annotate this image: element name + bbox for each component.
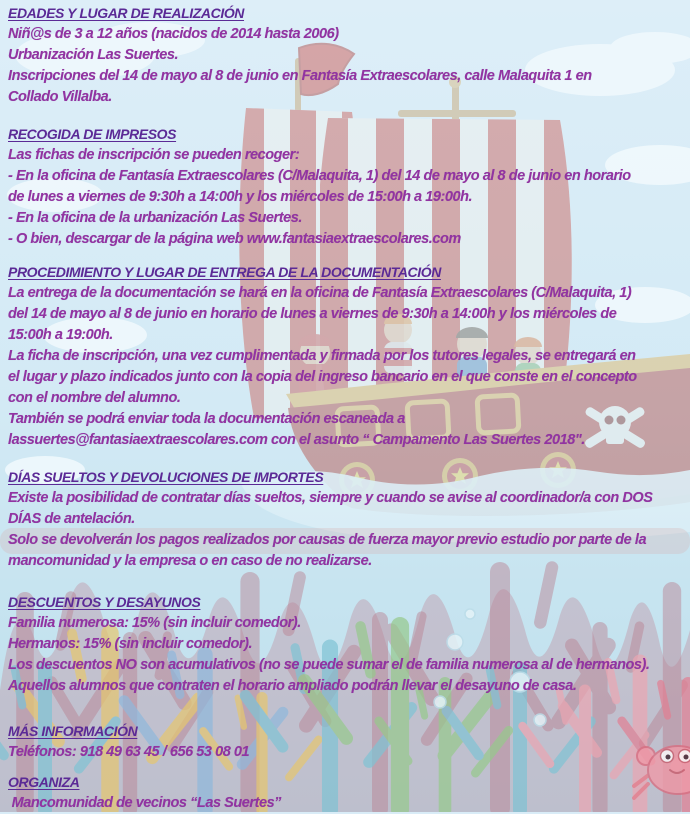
section-line: - O bien, descargar de la página web www.fantasiaextraescolares.com	[8, 229, 682, 250]
section-procedimiento	[8, 262, 682, 451]
section-line: Hermanos: 15% (sin incluir comedor).	[8, 634, 682, 655]
section-line: 15:00h a 19:00h.	[8, 325, 682, 346]
section-heading: RECOGIDA DE IMPRESOS	[8, 124, 682, 145]
section-descuentos	[8, 592, 682, 697]
section-line: Aquellos alumnos que contraten el horario ampliado podrán llevar el desayuno de casa.	[8, 676, 682, 697]
section-organiza	[8, 772, 682, 814]
section-heading: DÍAS SUELTOS Y DEVOLUCIONES DE IMPORTES	[8, 467, 682, 488]
section-heading: ORGANIZA	[8, 772, 682, 793]
section-line: Inscripciones del 14 de mayo al 8 de junio en Fantasía Extraescolares, calle Malaquita 1 en	[8, 66, 682, 87]
section-line: La ficha de inscripción, una vez cumplimentada y firmada por los tutores legales, se entregará en	[8, 346, 682, 367]
section-line: Niñ@s de 3 a 12 años (nacidos de 2014 hasta 2006)	[8, 24, 682, 45]
section-line: mancomunidad y la empresa o en caso de no realizarse.	[8, 551, 682, 572]
section-line: lassuertes@fantasiaextraescolares.com con el asunto “ Campamento Las Suertes 2018".	[8, 430, 682, 451]
section-dias-sueltos	[8, 467, 682, 572]
section-line: Mancomunidad de vecinos “Las Suertes”	[8, 793, 682, 814]
section-line: Familia numerosa: 15% (sin incluir comedor).	[8, 613, 682, 634]
section-line: Los descuentos NO son acumulativos (no se puede sumar el de familia numerosa al de hermanos).	[8, 655, 682, 676]
section-recogida	[8, 124, 682, 250]
section-heading: MÁS INFORMACIÓN	[8, 721, 682, 742]
section-line: Collado Villalba.	[8, 87, 682, 108]
section-mas-informacion	[8, 721, 682, 763]
section-line: el lugar y plazo indicados junto con la copia del ingreso bancario en el que conste en el concepto	[8, 367, 682, 388]
section-line: También se podrá enviar toda la documentación escaneada a	[8, 409, 682, 430]
section-line: DÍAS de antelación.	[8, 509, 682, 530]
section-heading: PROCEDIMIENTO Y LUGAR DE ENTREGA DE LA DOCUMENTACIÓN	[8, 262, 682, 283]
section-line: Solo se devolverán los pagos realizados por causas de fuerza mayor previo estudio por parte de la	[8, 530, 682, 551]
section-line: del 14 de mayo al 8 de junio en horario de lunes a viernes de 9:30h a 14:00h y los miércoles de	[8, 304, 682, 325]
section-heading: DESCUENTOS Y DESAYUNOS	[8, 592, 682, 613]
section-line: - En la oficina de Fantasía Extraescolares (C/Malaquita, 1) del 14 de mayo al 8 de junio en horario	[8, 166, 682, 187]
section-line: Urbanización Las Suertes.	[8, 45, 682, 66]
section-line: - En la oficina de la urbanización Las Suertes.	[8, 208, 682, 229]
section-edades	[8, 3, 682, 108]
section-line: La entrega de la documentación se hará en la oficina de Fantasía Extraescolares (C/Malaquita, 1)	[8, 283, 682, 304]
section-line: con el nombre del alumno.	[8, 388, 682, 409]
section-heading: EDADES Y LUGAR DE REALIZACIÓN	[8, 3, 682, 24]
section-line: Teléfonos: 918 49 63 45 / 656 53 08 01	[8, 742, 682, 763]
section-line: Las fichas de inscripción se pueden recoger:	[8, 145, 682, 166]
section-line: de lunes a viernes de 9:30h a 14:00h y los miércoles de 15:00h a 19:00h.	[8, 187, 682, 208]
section-line: Existe la posibilidad de contratar días sueltos, siempre y cuando se avise al coordinador/a con DOS	[8, 488, 682, 509]
